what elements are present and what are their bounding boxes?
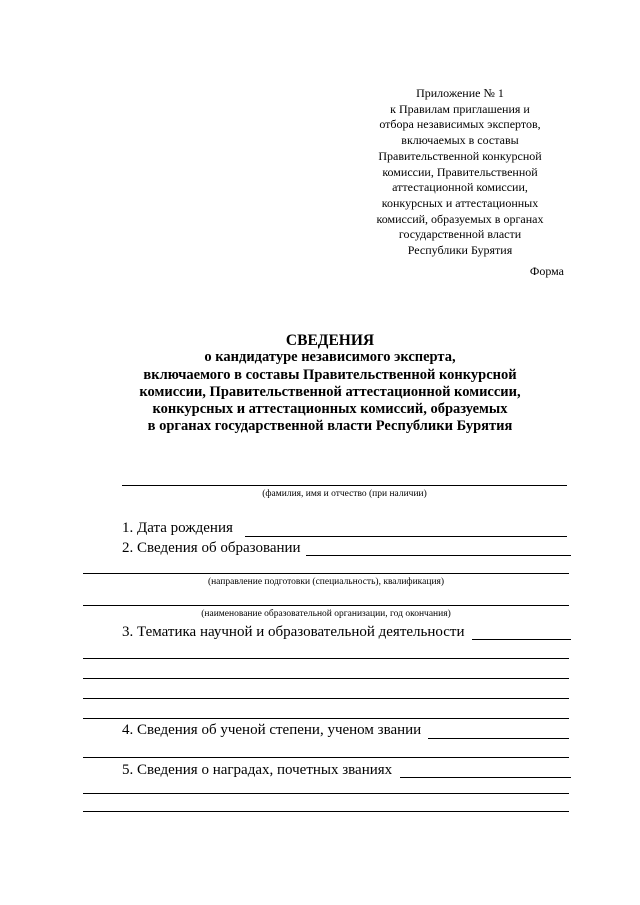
birth-date-label: 1. Дата рождения <box>122 520 233 536</box>
degree-label: 4. Сведения об ученой степени, ученом звании <box>122 722 422 738</box>
fio-hint: (фамилия, имя и отчество (при наличии) <box>262 489 427 499</box>
annex-line: комиссии, Правительственной <box>382 164 538 179</box>
annex-block <box>360 86 560 259</box>
title-heading: СВЕДЕНИЯ <box>285 332 375 349</box>
annex-line: к Правилам приглашения и <box>390 101 530 116</box>
institution-hint: (наименование образовательной организации, год окончания) <box>201 609 451 619</box>
research-topics-line[interactable] <box>472 639 571 640</box>
education-field <box>122 540 301 557</box>
degree-line[interactable] <box>83 757 569 758</box>
annex-line: отбора независимых экспертов, <box>379 117 541 132</box>
title-line: в органах государственной власти Республики Бурятия <box>147 418 513 435</box>
research-topics-line[interactable] <box>83 698 569 699</box>
title-line: включаемого в составы Правительственной конкурсной <box>143 366 517 383</box>
awards-line[interactable] <box>83 793 569 794</box>
annex-line: аттестационной комиссии, <box>392 180 528 195</box>
institution-line[interactable] <box>83 605 569 606</box>
research-topics-line[interactable] <box>83 718 569 719</box>
birth-date-line[interactable] <box>245 536 567 537</box>
research-topics-line[interactable] <box>83 678 569 679</box>
specialty-line[interactable] <box>83 573 569 574</box>
annex-line: конкурсных и аттестационных <box>381 195 539 210</box>
degree-line[interactable] <box>428 738 569 739</box>
title-line: о кандидатуре независимого эксперта, <box>204 349 456 366</box>
annex-line: включаемых в составы <box>401 133 519 148</box>
specialty-hint: (направление подготовки (специальность), квалификация) <box>207 577 445 587</box>
awards-field <box>122 762 392 779</box>
annex-line: Приложение № 1 <box>416 86 504 100</box>
research-topics-field <box>122 624 465 641</box>
awards-line[interactable] <box>83 811 569 812</box>
degree-field <box>122 722 421 739</box>
annex-line: Республики Бурятия <box>407 243 513 258</box>
birth-date-field <box>122 520 233 537</box>
research-topics-label: 3. Тематика научной и образовательной деятельности <box>122 624 465 640</box>
education-label: 2. Сведения об образовании <box>122 540 301 556</box>
form-label: Форма <box>529 264 564 278</box>
research-topics-line[interactable] <box>83 658 569 659</box>
awards-line[interactable] <box>400 777 571 778</box>
annex-line: государственной власти <box>398 227 522 242</box>
annex-line: Правительственной конкурсной <box>378 148 542 163</box>
awards-label: 5. Сведения о наградах, почетных званиях <box>122 762 393 778</box>
title-line: комиссии, Правительственной аттестационной комиссии, <box>139 383 521 400</box>
fio-line[interactable] <box>122 485 567 486</box>
document-title <box>80 332 580 436</box>
education-line[interactable] <box>306 555 571 556</box>
annex-line: комиссий, образуемых в органах <box>376 211 544 226</box>
title-line: конкурсных и аттестационных комиссий, образуемых <box>152 401 508 418</box>
